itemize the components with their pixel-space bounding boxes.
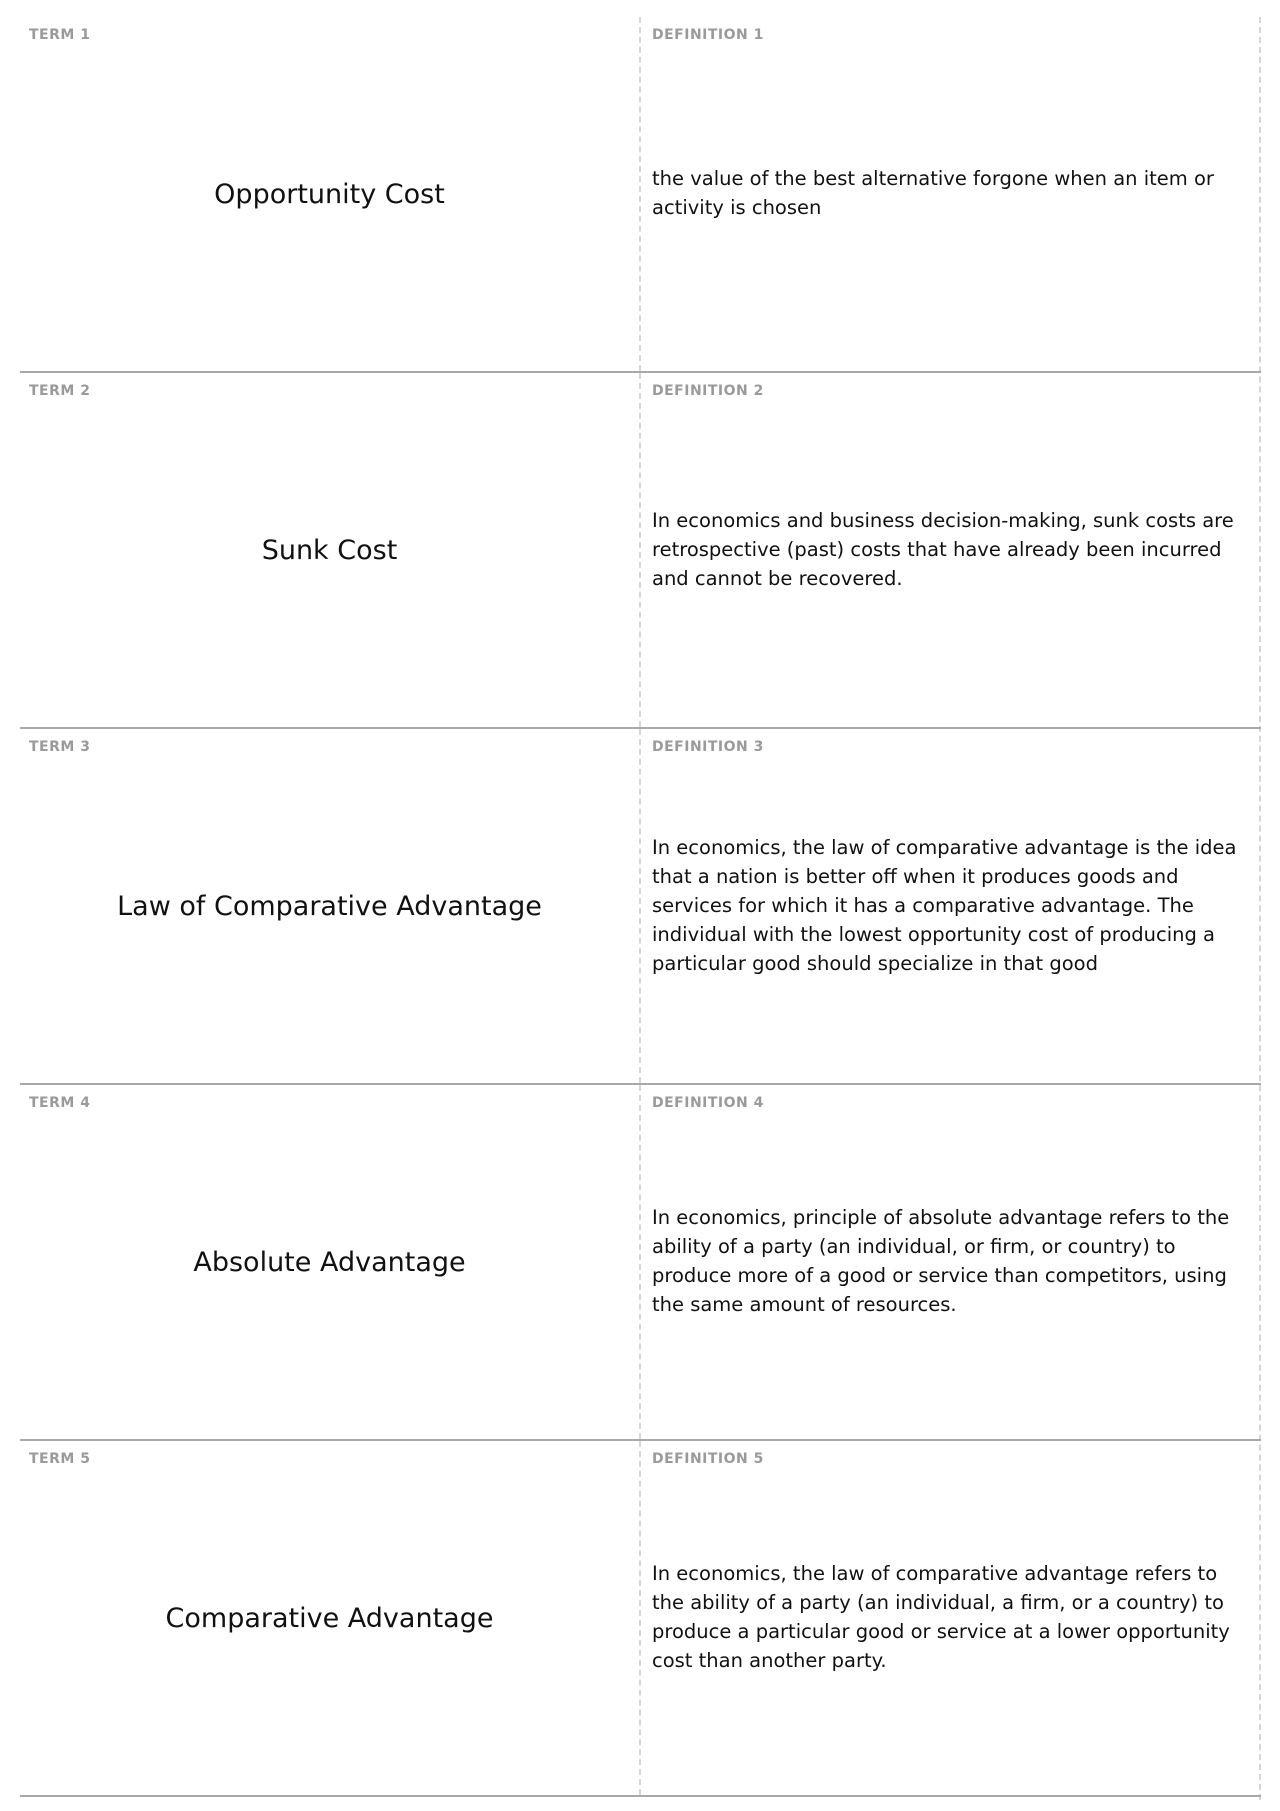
term-text: Opportunity Cost: [214, 178, 445, 210]
term-cell: [20, 17, 641, 371]
term-label: TERM 1: [29, 27, 91, 43]
definition-text: the value of the best alternative forgone when an item or activity is chosen: [652, 167, 1214, 219]
definition-label: DEFINITION 2: [652, 383, 764, 399]
term-cell: [20, 1085, 641, 1439]
definition-text: In economics, the law of comparative advantage is the idea that a nation is better off when it produces goods and services for which it has a comparative advantage. The individual with the lowest opportunity cost of producing a particular good should specialize in that good: [652, 835, 1237, 975]
term-text: Law of Comparative Advantage: [117, 890, 542, 922]
term-text: Comparative Advantage: [165, 1602, 494, 1634]
term-text: Sunk Cost: [261, 534, 398, 566]
definition-cell: [641, 1085, 1261, 1439]
definition-text: In economics, the law of comparative advantage refers to the ability of a party (an individual, a firm, or a country) to produce a particular good or service at a lower opportunity cost than another party.: [652, 1562, 1230, 1672]
term-label: TERM 2: [29, 383, 91, 399]
definition-text-wrap: [652, 729, 1253, 1083]
definition-cell: [641, 1441, 1261, 1795]
definition-label: DEFINITION 1: [652, 27, 764, 43]
term-cell: [20, 729, 641, 1083]
definition-label: DEFINITION 5: [652, 1451, 764, 1467]
definition-text-wrap: [652, 1085, 1253, 1439]
flashcard-row: [20, 17, 1261, 373]
term-label: TERM 5: [29, 1451, 91, 1467]
definition-cell: [641, 17, 1261, 371]
term-label: TERM 3: [29, 739, 91, 755]
term-text: Absolute Advantage: [193, 1246, 466, 1278]
term-label: TERM 4: [29, 1095, 91, 1111]
definition-text: In economics, principle of absolute advantage refers to the ability of a party (an individual, or firm, or country) to produce more of a good or service than competitors, using the same amount of resources.: [652, 1206, 1230, 1316]
flashcard-row: [20, 729, 1261, 1085]
flashcard-sheet: [20, 17, 1261, 1800]
definition-cell: [641, 373, 1261, 727]
definition-label: DEFINITION 3: [652, 739, 764, 755]
flashcard-row: [20, 1441, 1261, 1797]
definition-text: In economics and business decision-making, sunk costs are retrospective (past) costs that have already been incurred and cannot be recovered.: [652, 508, 1234, 590]
term-cell: [20, 373, 641, 727]
definition-text-wrap: [652, 373, 1253, 727]
definition-text-wrap: [652, 17, 1253, 371]
term-cell: [20, 1441, 641, 1795]
flashcard-row: [20, 373, 1261, 729]
definition-cell: [641, 729, 1261, 1083]
flashcard-row: [20, 1085, 1261, 1441]
definition-text-wrap: [652, 1441, 1253, 1795]
definition-label: DEFINITION 4: [652, 1095, 764, 1111]
